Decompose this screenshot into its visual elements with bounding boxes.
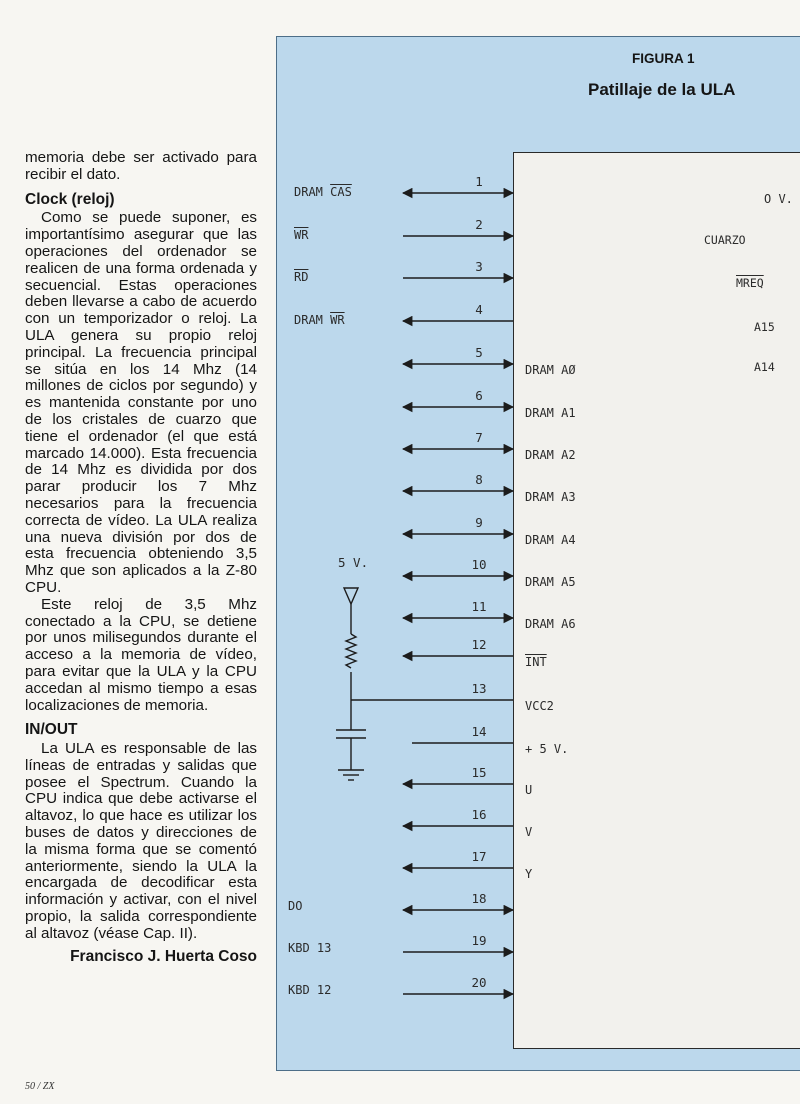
- pin-int-label-17: Y: [525, 867, 533, 881]
- page-folio: 50 / ZX: [25, 1081, 55, 1092]
- pin-number-19: 19: [471, 933, 487, 948]
- pin-ext-label-19: KBD 13: [288, 941, 332, 955]
- pin-number-11: 11: [471, 599, 487, 614]
- pin-int-label-5: DRAM AØ: [525, 363, 576, 377]
- pin-int-label-14: + 5 V.: [525, 742, 569, 756]
- pin-int-label-13: VCC2: [525, 699, 554, 713]
- chip-label-0v: O V.: [764, 192, 793, 206]
- pin-int-label-6: DRAM A1: [525, 406, 576, 420]
- pin-int-label-9: DRAM A4: [525, 533, 576, 547]
- figure-number: FIGURA 1: [632, 51, 695, 66]
- pin-number-3: 3: [475, 259, 483, 274]
- pin-number-9: 9: [475, 515, 483, 530]
- pin-number-8: 8: [475, 472, 483, 487]
- pin-int-label-15: U: [525, 783, 533, 797]
- clock-paragraph-2: Este reloj de 3,5 Mhz conectado a la CPU, se detiene por unos milisegundos durante el acceso a la memoria de vídeo, para evitar que la ULA y la CPU accedan al mismo tiempo a esas localizaciones de memoria.: [25, 595, 257, 714]
- pin-number-2: 2: [475, 217, 483, 232]
- pin-ext-label-4: DRAM $\overline{WR}$: [294, 313, 345, 327]
- pin-number-16: 16: [471, 807, 487, 822]
- figure-title: Patillaje de la ULA: [588, 80, 736, 99]
- clock-heading: Clock (reloj): [25, 190, 115, 208]
- pin-number-20: 20: [471, 975, 487, 990]
- pin-number-5: 5: [475, 345, 483, 360]
- author-credit: Francisco J. Huerta Coso: [70, 947, 257, 965]
- pin-number-12: 12: [471, 637, 487, 652]
- clock-paragraph-1: Como se puede suponer, es importantísimo asegurar que las operaciones del ordenador se realicen de una forma ordenada y secuencial. Estas operaciones deben llevarse a cabo de acuerdo con un temporizador o reloj. La ULA genera su propio reloj principal. La frecuencia principal se sitúa en los 14 Mhz (14 millones de ciclos por segundo) y es mantenida constante por uno de los cristales de cuarzo que tiene el ordenador (el que está marcado 14.000). Esta frecuencia de 14 Mhz es dividida por dos parar producir los 7 Mhz necesarios para la frecuencia correcta de vídeo. La ULA realiza una nueva división por dos de esta frecuencia obteniendo 3,5 Mhz que son aplicados a la Z-80 CPU.: [25, 209, 257, 596]
- pin-number-4: 4: [475, 302, 483, 317]
- supply-circuit: [336, 588, 366, 780]
- pin-number-18: 18: [471, 891, 487, 906]
- chip-label-a14: A14: [754, 360, 775, 374]
- pin-number-13: 13: [471, 681, 487, 696]
- pin-number-15: 15: [471, 765, 487, 780]
- chip-label-a15: A15: [754, 320, 775, 334]
- pin-number-6: 6: [475, 388, 483, 403]
- pin-int-label-8: DRAM A3: [525, 490, 576, 504]
- pin-ext-label-1: DRAM $\overline{CAS}$: [294, 185, 352, 199]
- supply-arrow-symbol: [344, 588, 358, 604]
- chip-label-cuarzo: CUARZO: [704, 233, 746, 247]
- pin-ext-label-2: $\overline{WR}$: [294, 228, 309, 242]
- resistor-symbol: [346, 634, 356, 668]
- pin-number-17: 17: [471, 849, 487, 864]
- intro-paragraph: memoria debe ser activado para recibir el dato.: [25, 149, 257, 183]
- pin-number-1: 1: [475, 174, 483, 189]
- pin-ext-label-18: DO: [288, 899, 303, 913]
- supply-label: 5 V.: [338, 555, 369, 570]
- pin-int-label-16: V: [525, 825, 533, 839]
- pin-number-7: 7: [475, 430, 483, 445]
- pin-number-14: 14: [471, 724, 487, 739]
- io-heading: IN/OUT: [25, 721, 78, 739]
- pin-int-label-12: $\overline{INT}$: [525, 655, 547, 669]
- pin-int-label-10: DRAM A5: [525, 575, 576, 589]
- pin-int-label-11: DRAM A6: [525, 617, 576, 631]
- pin-int-label-7: DRAM A2: [525, 448, 576, 462]
- io-paragraph: La ULA es responsable de las líneas de entradas y salidas que posee el Spectrum. Cuando la CPU indica que debe activarse el altavoz, lo que hace es utilizar los buses de datos y direcciones de la misma forma que se comentó anteriormente, siendo la ULA la encargada de decodificar esta información y activar, con el nivel propio, la salida correspondiente al altavoz (véase Cap. II).: [25, 740, 257, 942]
- pin-number-10: 10: [471, 557, 487, 572]
- pin-ext-label-3: $\overline{RD}$: [294, 270, 309, 284]
- chip-label-mreq: MREQ: [736, 276, 764, 290]
- pin-ext-label-20: KBD 12: [288, 983, 332, 997]
